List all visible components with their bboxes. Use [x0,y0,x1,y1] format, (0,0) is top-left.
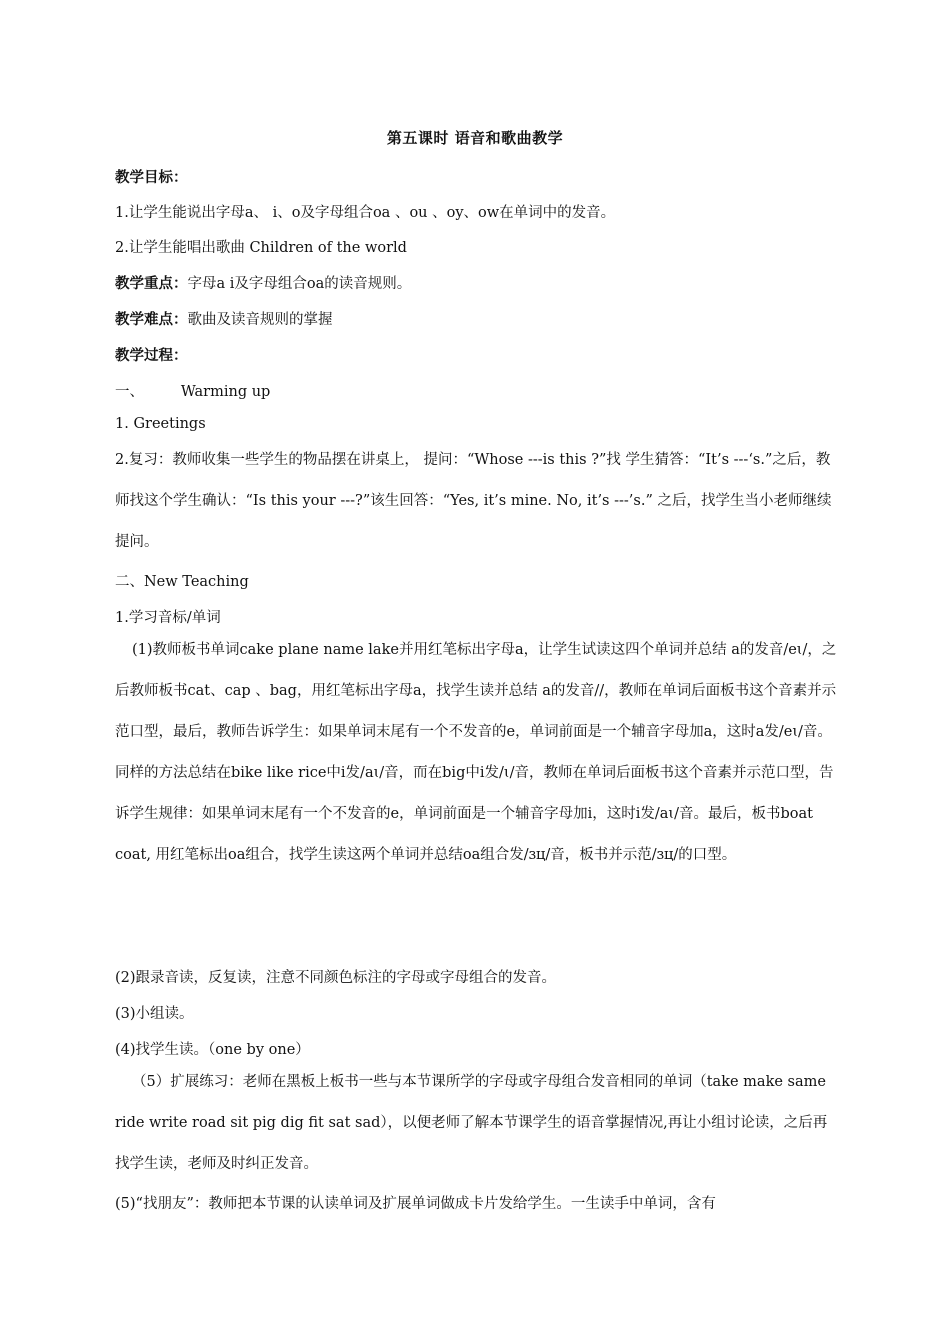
objective-2: 2.让学生能唱出歌曲 Children of the world [115,240,407,256]
section-new-teaching: 二、New Teaching [115,574,249,590]
step-1-paragraph: (1)教师板书单词cake plane name lake并用红笔标出字母a，让学生试读这四个单词并总结 a的发音/eɩ/，之后教师板书cat、cap 、bag，用红笔标出字母a，找学生读并总结 a的发音//，教师在单词后面板书这个音素并示范口型，最后，教师告诉学生：如果单词末尾有一个不发音的e，单词前面是一个辅音字母加a，这时a发/eɩ/音。同样的方法总结在bike like rice中i发/aɩ/音，而在big中i发/ɩ/音，教师在单词后面板书这个音素并示范口型，告诉学生规律：如果单词末尾有一个不发音的e，单词前面是一个辅音字母加i，这时i发/aɩ/音。最后，板书boat coat, 用红笔标出oa组合，找学生读这两个单词并总结oa组合发/ɜц/音，板书并示范/ɜц/的口型。 [115,642,837,863]
lesson-title: 第五课时 语音和歌曲教学 [386,129,564,147]
difficulties-text: 歌曲及读音规则的掌握 [187,312,333,328]
objectives-heading: 教学目标： [115,169,188,186]
step-6: (5)“找朋友”：教师把本节课的认读单词及扩展单词做成卡片发给学生。一生读手中单词，含有 [115,1196,716,1212]
review-paragraph: 2.复习：教师收集一些学生的物品摆在讲桌上， 提问：“Whose ---is this ?”找 学生猜答：“It’s ---‘s.”之后，教师找这个学生确认：“Is this your ---?”该生回答：“Yes, it’s mine. No, it’s ---’s.” 之后，找学生当小老师继续提问。 [115,452,832,550]
difficulties [115,308,840,329]
step-4: (4)找学生读。（one by one） [115,1042,310,1058]
difficulties-label: 教学难点： [115,311,188,328]
key-points-label: 教学重点： [115,275,188,292]
key-points-text: 字母a i及字母组合oa的读音规则。 [187,276,412,292]
step-3: (3)小组读。 [115,1006,194,1022]
objective-1: 1.让学生能说出字母a、 i、o及字母组合oa 、ou 、oy、ow在单词中的发音。 [115,205,616,221]
step-5-paragraph: （5）扩展练习：老师在黑板上板书一些与本节课所学的字母或字母组合发音相同的单词（take make same ride write road sit pig dig fit sat sad），以便老师了解本节课学生的语音掌握情况,再让小组讨论读，之后再找学生读，老师及时纠正发音。 [115,1074,828,1172]
greetings: 1. Greetings [115,416,206,432]
learn-heading: 1.学习音标/单词 [115,610,221,626]
key-points [115,272,840,293]
process-heading: 教学过程： [115,347,188,364]
step-2: (2)跟录音读，反复读，注意不同颜色标注的字母或字母组合的发音。 [115,970,557,986]
section-warming-up: 一、 Warming up [115,384,271,400]
